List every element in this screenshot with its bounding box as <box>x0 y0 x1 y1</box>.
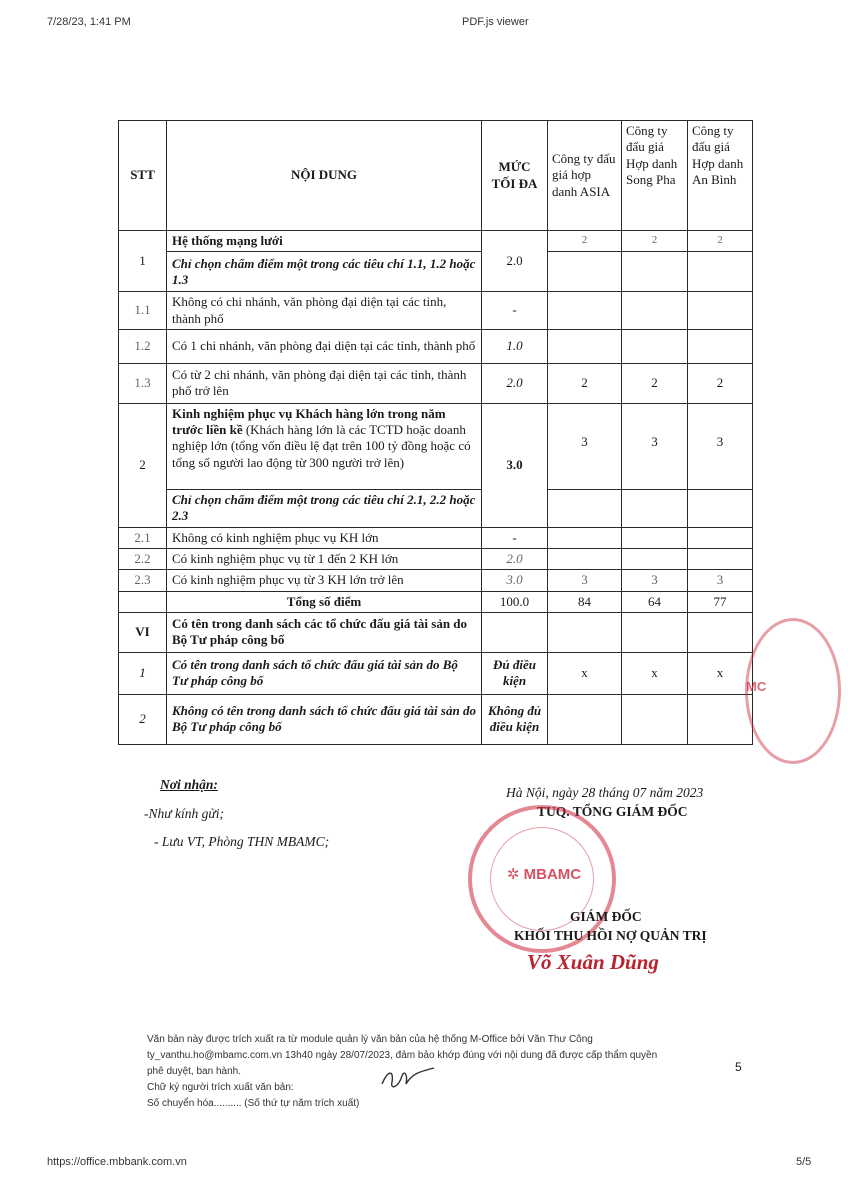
empty-cell <box>622 612 688 652</box>
table-row <box>119 570 753 591</box>
row-max: - <box>482 527 548 548</box>
recipients-title: Nơi nhận: <box>160 777 218 792</box>
total-score-song-pha: 64 <box>622 591 688 612</box>
empty-cell <box>622 292 688 330</box>
empty-cell <box>622 489 688 527</box>
note-line: phê duyệt, ban hành. <box>147 1066 241 1077</box>
row-content: Có tên trong danh sách tổ chức đấu giá tài sản do Bộ Tư pháp công bố <box>167 652 482 694</box>
row-stt: 1 <box>119 231 167 292</box>
row-score-an-binh: 3 <box>688 403 753 489</box>
side-stamp <box>745 618 841 764</box>
row-score-song-pha: 2 <box>622 231 688 252</box>
empty-cell <box>688 527 753 548</box>
side-stamp-logo: MC <box>746 679 767 694</box>
row-stt: 2 <box>119 403 167 527</box>
row-content: Hệ thống mạng lưới <box>167 231 482 252</box>
row-content <box>167 403 482 489</box>
empty-cell <box>688 252 753 292</box>
page-number: 5 <box>735 1060 742 1074</box>
empty-cell <box>622 329 688 363</box>
empty-cell <box>548 694 622 744</box>
row-mark-song-pha: x <box>622 652 688 694</box>
signing-date: Hà Nội, ngày 28 tháng 07 năm 2023 <box>506 785 704 800</box>
table-row <box>119 329 753 363</box>
row-content-note: Chỉ chọn chấm điểm một trong các tiêu chí 1.1, 1.2 hoặc 1.3 <box>167 252 482 292</box>
empty-cell <box>548 252 622 292</box>
table-row <box>119 612 753 652</box>
empty-cell <box>622 694 688 744</box>
table-row <box>119 549 753 570</box>
empty-cell <box>548 549 622 570</box>
header-stt: STT <box>119 121 167 231</box>
note-line: Số chuyển hóa.......... (Số thứ tự năm trích xuất) <box>147 1098 360 1109</box>
total-score-an-binh: 77 <box>688 591 753 612</box>
signer-department: KHỐI THU HỒI NỢ QUẢN TRỊ <box>514 928 707 943</box>
note-line: Chữ ký người trích xuất văn bản: <box>147 1082 294 1093</box>
empty-cell <box>688 549 753 570</box>
total-label: Tổng số điểm <box>167 591 482 612</box>
header-company-an-binh: Công ty đấu giá Hợp danh An Bình <box>688 121 753 231</box>
empty-cell <box>482 612 548 652</box>
row-content: Có kinh nghiệm phục vụ từ 1 đến 2 KH lớn <box>167 549 482 570</box>
empty-cell <box>622 527 688 548</box>
stamp-logo-text: MBAMC <box>523 866 582 883</box>
row-stt: 1.1 <box>119 292 167 330</box>
row-content: Có từ 2 chi nhánh, văn phòng đại diện tại các tỉnh, thành phố trở lên <box>167 363 482 403</box>
empty-cell <box>548 489 622 527</box>
empty-cell <box>548 329 622 363</box>
signing-authority: TUQ. TỔNG GIÁM ĐỐC <box>537 804 688 819</box>
empty-cell <box>622 252 688 292</box>
row-content: Có tên trong danh sách các tổ chức đấu giá tài sản do Bộ Tư pháp công bố <box>167 612 482 652</box>
table-row <box>119 489 753 527</box>
row-stt: 2.2 <box>119 549 167 570</box>
note-line: Văn bản này được trích xuất ra từ module quản lý văn bản của hệ thống M-Office bởi Văn Thư Công <box>147 1034 593 1045</box>
header-content: NỘI DUNG <box>167 121 482 231</box>
row-stt: 1.3 <box>119 363 167 403</box>
table-row <box>119 231 753 252</box>
table-row <box>119 403 753 489</box>
empty-cell <box>688 489 753 527</box>
row-content: Không có chi nhánh, văn phòng đại diện tại các tỉnh, thành phố <box>167 292 482 330</box>
row-content-bold: Kinh nghiệm phục vụ Khách hàng lớn trong năm trước liền kề <box>172 405 446 437</box>
row-max: - <box>482 292 548 330</box>
row-score-song-pha: 2 <box>622 363 688 403</box>
row-content: Có kinh nghiệm phục vụ từ 3 KH lớn trở lên <box>167 570 482 591</box>
document-title: PDF.js viewer <box>462 16 529 28</box>
table-header-row <box>119 121 753 231</box>
total-row <box>119 591 753 612</box>
empty-cell <box>548 612 622 652</box>
row-score-asia: 2 <box>548 231 622 252</box>
row-mark-an-binh: x <box>688 652 753 694</box>
recipient-line: - Lưu VT, Phòng THN MBAMC; <box>154 834 330 849</box>
recipient-line: -Như kính gửi; <box>144 806 224 821</box>
table-row <box>119 252 753 292</box>
row-max: Đủ điều kiện <box>482 652 548 694</box>
row-score-an-binh: 2 <box>688 231 753 252</box>
table-row <box>119 652 753 694</box>
extractor-signature-icon <box>378 1062 438 1096</box>
empty-cell <box>688 329 753 363</box>
page-url: https://office.mbbank.com.vn <box>47 1156 187 1168</box>
stamp-logo: ✲ MBAMC <box>506 866 582 883</box>
row-content: Không có tên trong danh sách tổ chức đấu giá tài sản do Bộ Tư pháp công bố <box>167 694 482 744</box>
empty-cell <box>688 612 753 652</box>
row-score-asia: 2 <box>548 363 622 403</box>
row-max: 1.0 <box>482 329 548 363</box>
page-counter: 5/5 <box>796 1156 812 1168</box>
empty-cell <box>548 292 622 330</box>
total-max: 100.0 <box>482 591 548 612</box>
row-content: Có 1 chi nhánh, văn phòng đại diện tại các tỉnh, thành phố <box>167 329 482 363</box>
row-max: 3.0 <box>482 570 548 591</box>
row-score-asia: 3 <box>548 570 622 591</box>
row-max: 3.0 <box>482 403 548 527</box>
row-max: 2.0 <box>482 231 548 292</box>
row-content: Không có kinh nghiệm phục vụ KH lớn <box>167 527 482 548</box>
row-content-note: Chỉ chọn chấm điểm một trong các tiêu chí 2.1, 2.2 hoặc 2.3 <box>167 489 482 527</box>
row-mark-asia: x <box>548 652 622 694</box>
row-score-asia: 3 <box>548 403 622 489</box>
row-score-an-binh: 2 <box>688 363 753 403</box>
row-max: 2.0 <box>482 549 548 570</box>
row-max: Không đủ điều kiện <box>482 694 548 744</box>
header-company-song-pha: Công ty đấu giá Hợp danh Song Pha <box>622 121 688 231</box>
signer-name: Võ Xuân Dũng <box>527 950 659 974</box>
evaluation-table <box>118 120 753 745</box>
signer-position: GIÁM ĐỐC <box>570 909 642 924</box>
row-stt: 2 <box>119 694 167 744</box>
empty-cell <box>548 527 622 548</box>
empty-cell <box>119 591 167 612</box>
row-score-an-binh: 3 <box>688 570 753 591</box>
header-company-asia: Công ty đấu giá hợp danh ASIA <box>548 121 622 231</box>
total-score-asia: 84 <box>548 591 622 612</box>
row-stt: VI <box>119 612 167 652</box>
print-datetime: 7/28/23, 1:41 PM <box>47 16 131 28</box>
row-stt: 1 <box>119 652 167 694</box>
row-score-song-pha: 3 <box>622 570 688 591</box>
table-row <box>119 363 753 403</box>
row-stt: 1.2 <box>119 329 167 363</box>
table-row <box>119 694 753 744</box>
table-row <box>119 527 753 548</box>
row-content-rest: (Khách hàng lớn là các TCTD hoặc doanh nghiệp lớn (tổng vốn điều lệ đạt trên 100 tỷ đồng hoặc có tổng số người lao động từ 300 người trở lên) <box>172 422 471 470</box>
row-max: 2.0 <box>482 363 548 403</box>
empty-cell <box>688 694 753 744</box>
row-score-song-pha: 3 <box>622 403 688 489</box>
empty-cell <box>622 549 688 570</box>
empty-cell <box>688 292 753 330</box>
note-line: ty_vanthu.ho@mbamc.com.vn 13h40 ngày 28/07/2023, đảm bảo khớp đúng với nội dung đã được cấp thẩm quyền <box>147 1050 658 1061</box>
header-max: MỨC TỐI ĐA <box>482 121 548 231</box>
row-stt: 2.3 <box>119 570 167 591</box>
table-row <box>119 292 753 330</box>
row-stt: 2.1 <box>119 527 167 548</box>
